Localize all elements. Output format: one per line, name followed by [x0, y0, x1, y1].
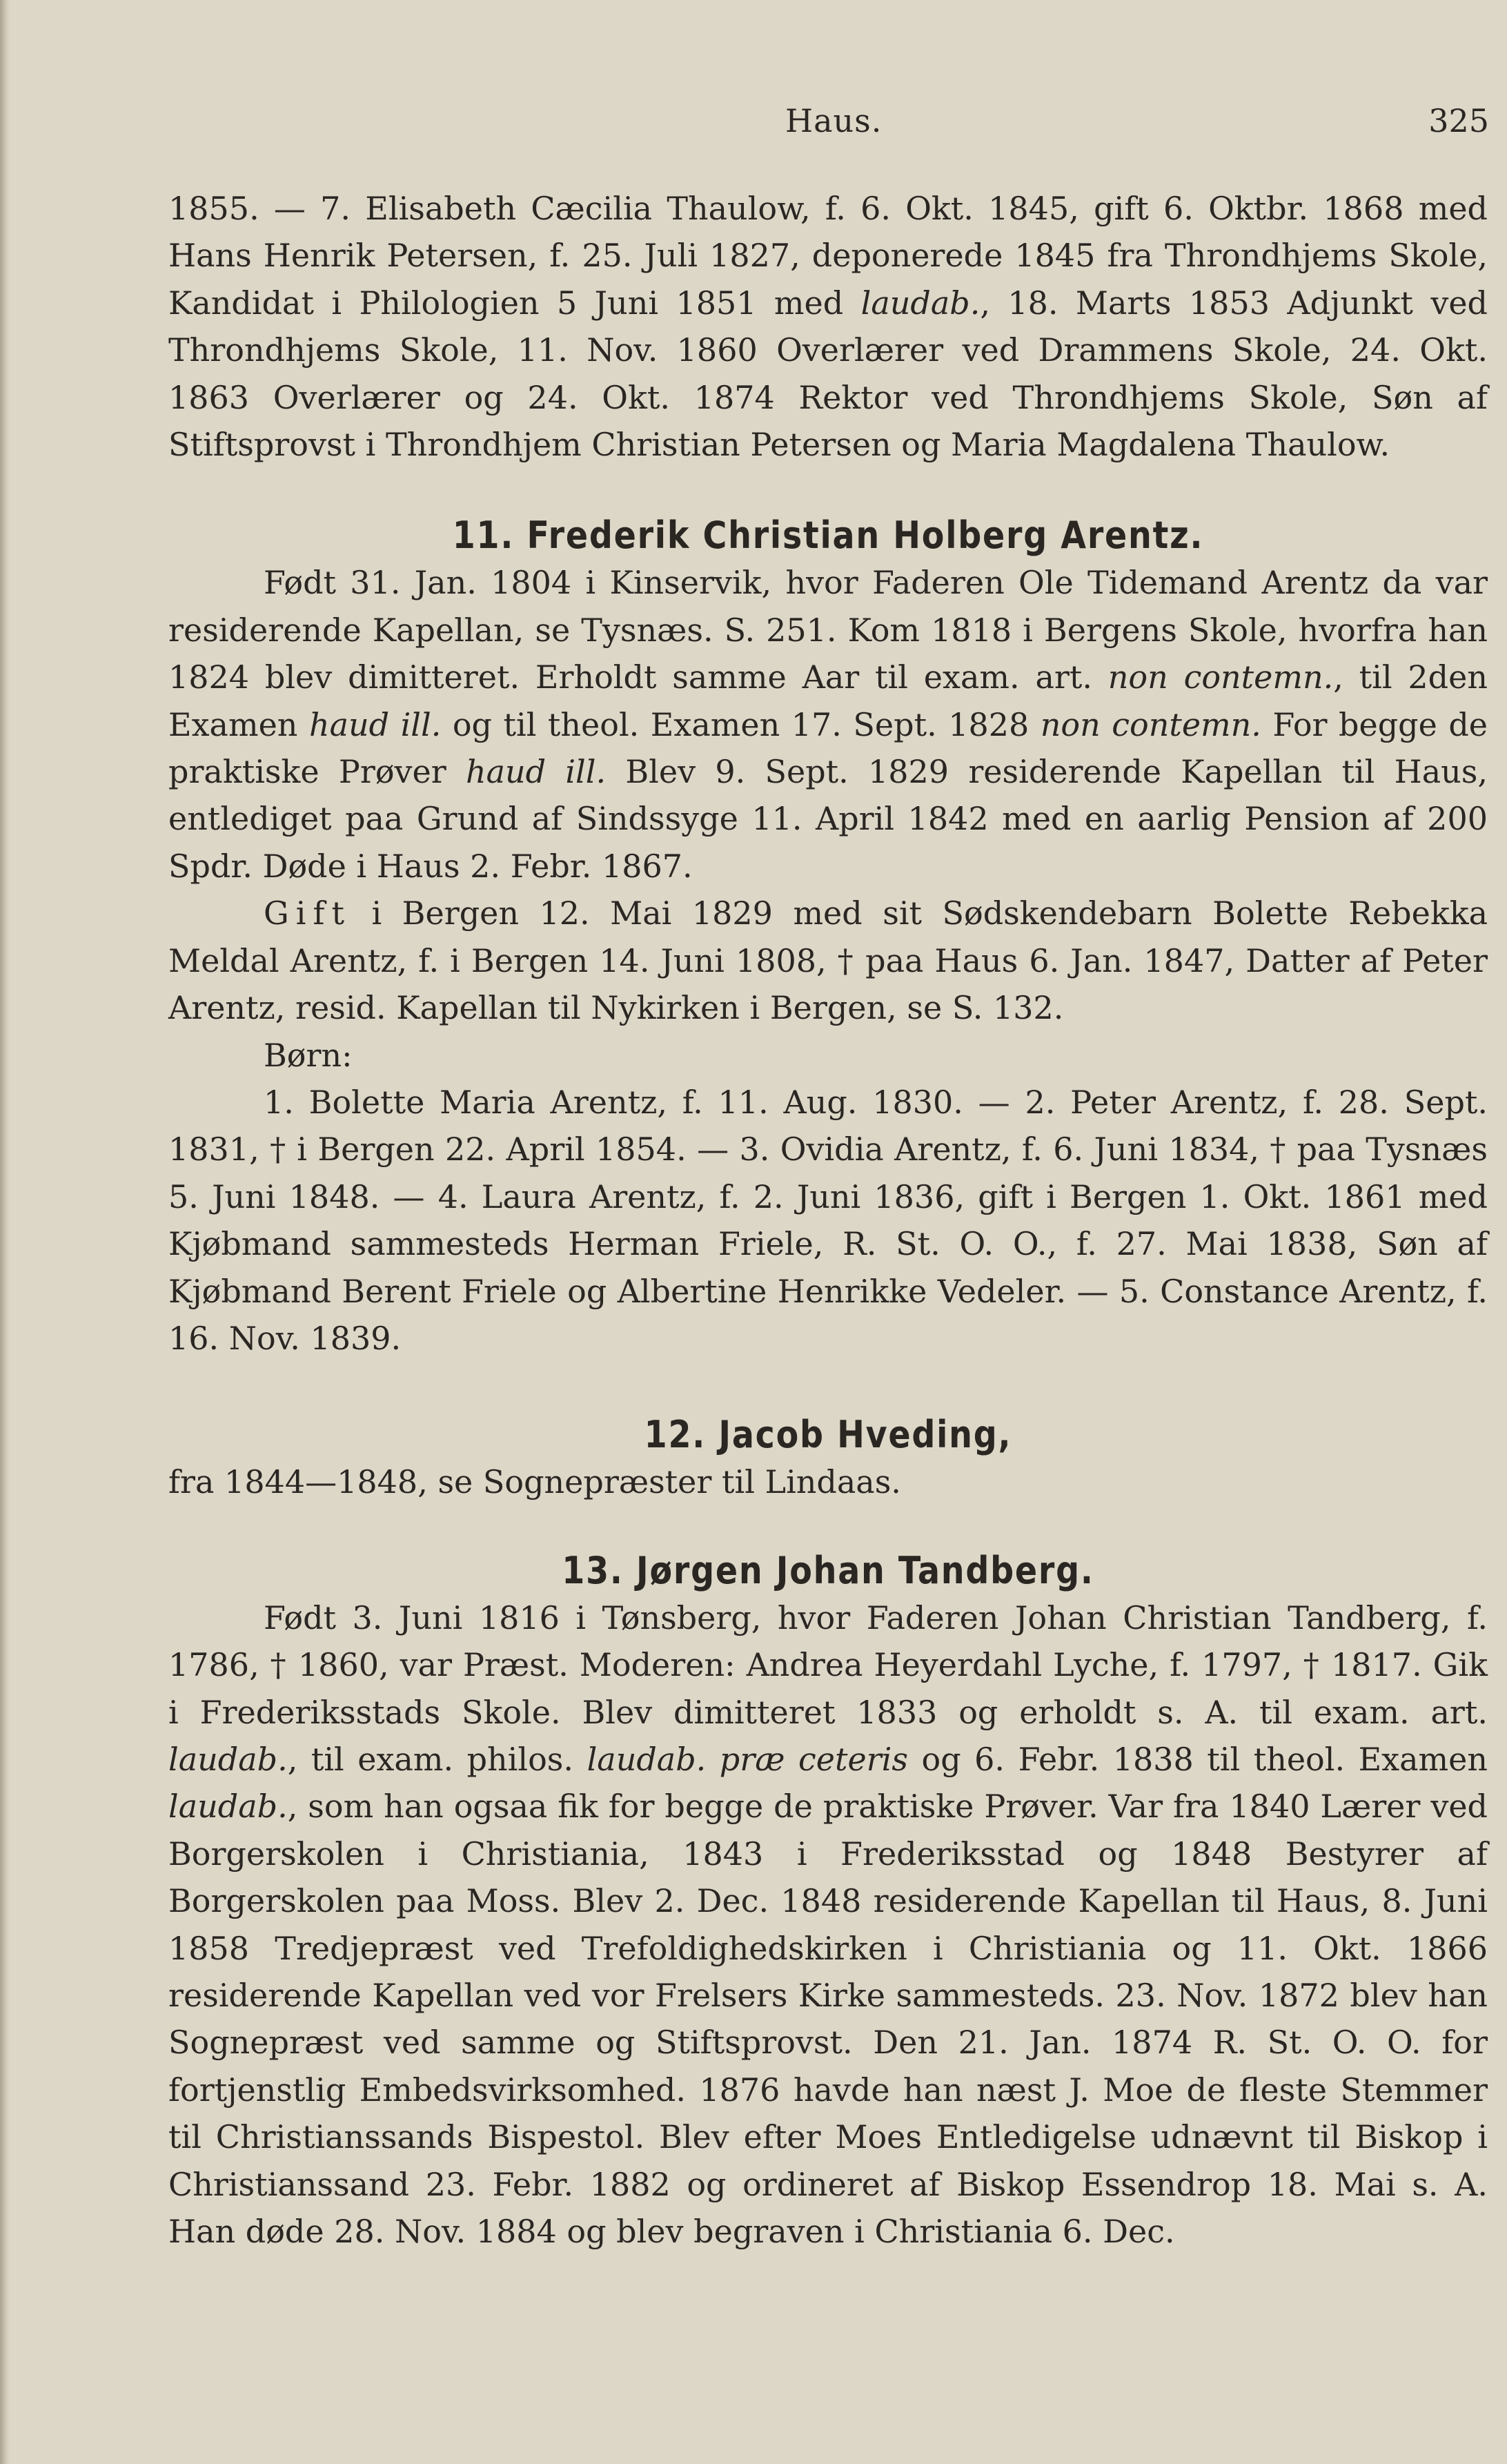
- section-11-heading: 11. Frederik Christian Holberg Arentz.: [452, 514, 1204, 558]
- section-11-marriage: Gift i Bergen 12. Mai 1829 med sit Sødskendebarn Bolette Rebekka Meldal Arentz, f. i Bergen 14. Juni 1808, † paa Haus 6. Jan. 1847, Datter af Peter Arentz, resid. Kapellan til Nykirken i Bergen, se S. 132.: [168, 894, 1488, 1027]
- running-header: [0, 97, 1507, 152]
- page-body: [168, 185, 1488, 2255]
- page-number: 325: [1428, 102, 1489, 139]
- section-11-children: 1. Bolette Maria Arentz, f. 11. Aug. 1830. — 2. Peter Arentz, f. 28. Sept. 1831, † i Bergen 22. April 1854. — 3. Ovidia Arentz, f. 6. Juni 1834, † paa Tysnæs 5. Juni 1848. — 4. Laura Arentz, f. 2. Juni 1836, gift i Bergen 1. Okt. 1861 med Kjøbmand sammesteds Herman Friele, R. St. O. O., f. 27. Mai 1838, Søn af Kjøbmand Berent Friele og Albertine Henrikke Vedeler. — 5. Constance Arentz, f. 16. Nov. 1839.: [168, 1083, 1488, 1357]
- intro-paragraph: 1855. — 7. Elisabeth Cæcilia Thaulow, f. 6. Okt. 1845, gift 6. Oktbr. 1868 med Hans Henrik Petersen, f. 25. Juli 1827, deponerede 1845 fra Throndhjems Skole, Kandidat i Philologien 5 Juni 1851 med laudab., 18. Marts 1853 Adjunkt ved Throndhjems Skole, 11. Nov. 1860 Overlærer ved Drammens Skole, 24. Okt. 1863 Overlærer og 24. Okt. 1874 Rektor ved Throndhjems Skole, Søn af Stiftsprovst i Throndhjem Christian Petersen og Maria Magdalena Thaulow.: [168, 190, 1488, 464]
- running-title: Haus.: [785, 102, 883, 139]
- section-13-heading: 13. Jørgen Johan Tandberg.: [562, 1548, 1094, 1592]
- section-12-paragraph: fra 1844—1848, se Sognepræster til Lindaas.: [168, 1463, 901, 1501]
- section-11-paragraph: Født 31. Jan. 1804 i Kinservik, hvor Faderen Ole Tidemand Arentz da var residerende Kapellan, se Tysnæs. S. 251. Kom 1818 i Bergens Skole, hvorfra han 1824 blev dimitteret. Erholdt samme Aar til exam. art. non contemn., til 2den Examen haud ill. og til theol. Examen 17. Sept. 1828 non contemn. For begge de praktiske Prøver haud ill. Blev 9. Sept. 1829 residerende Kapellan til Haus, entlediget paa Grund af Sindssyge 11. April 1842 med en aarlig Pension af 200 Spdr. Døde i Haus 2. Febr. 1867.: [168, 564, 1488, 885]
- page-spine-shadow: [0, 0, 10, 2464]
- section-12-heading: 12. Jacob Hveding,: [644, 1413, 1012, 1457]
- section-11-children-label: Børn:: [264, 1036, 353, 1074]
- section-13-paragraph: Født 3. Juni 1816 i Tønsberg, hvor Faderen Johan Christian Tandberg, f. 1786, † 1860, var Præst. Moderen: Andrea Heyerdahl Lyche, f. 1797, † 1817. Gik i Frederiksstads Skole. Blev dimitteret 1833 og erholdt s. A. til exam. art. laudab., til exam. philos. laudab. præ ceteris og 6. Febr. 1838 til theol. Examen laudab., som han ogsaa fik for begge de praktiske Prøver. Var fra 1840 Lærer ved Borgerskolen i Christiania, 1843 i Frederiksstad og 1848 Bestyrer af Borgerskolen paa Moss. Blev 2. Dec. 1848 residerende Kapellan til Haus, 8. Juni 1858 Tredjepræst ved Trefoldighedskirken i Christiania og 11. Okt. 1866 residerende Kapellan ved vor Frelsers Kirke sammesteds. 23. Nov. 1872 blev han Sognepræst ved samme og Stiftsprovst. Den 21. Jan. 1874 R. St. O. O. for fortjenstlig Embedsvirksomhed. 1876 havde han næst J. Moe de fleste Stemmer til Christianssands Bispestol. Blev efter Moes Entledigelse udnævnt til Biskop i Christianssand 23. Febr. 1882 og ordineret af Biskop Essendrop 18. Mai s. A. Han døde 28. Nov. 1884 og blev begraven i Christiania 6. Dec.: [168, 1598, 1488, 2251]
